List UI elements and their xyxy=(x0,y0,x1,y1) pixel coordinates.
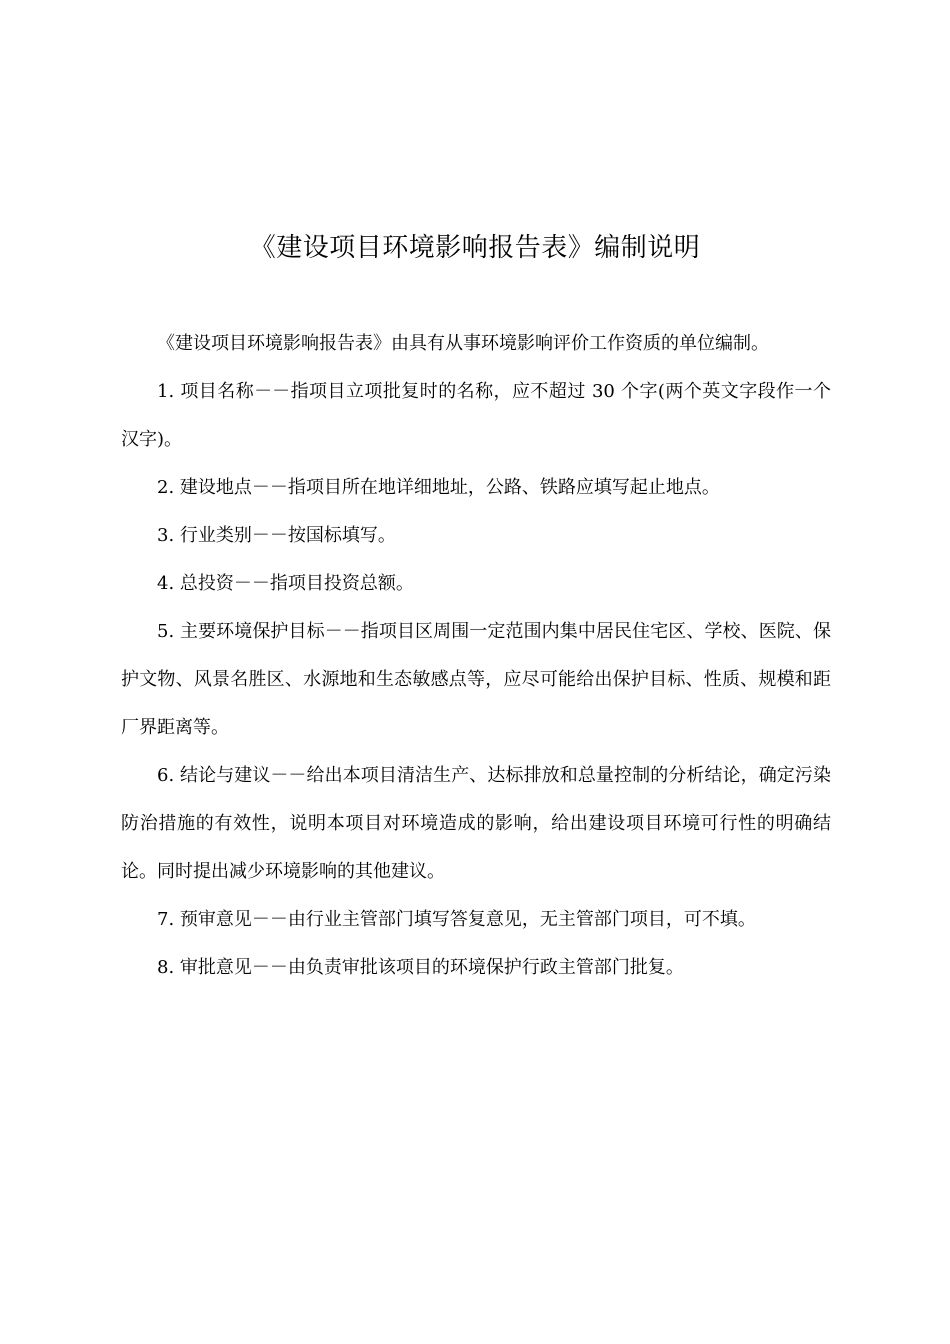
item-industry-category: 3. 行业类别－－按国标填写。 xyxy=(157,525,396,546)
item-conclusions: 6. 结论与建议－－给出本项目清洁生产、达标排放和总量控制的分析结论，确定污染防治措施的有效性，说明本项目对环境造成的影响，给出建设项目环境可行性的明确结论。同时提出减少环境影响的其他建议。 xyxy=(121,765,831,882)
item-protection-targets: 5. 主要环境保护目标－－指项目区周围一定范围内集中居民住宅区、学校、医院、保护文物、风景名胜区、水源地和生态敏感点等，应尽可能给出保护目标、性质、规模和距厂界距离等。 xyxy=(121,621,831,738)
item-approval-opinion: 8. 审批意见－－由负责审批该项目的环境保护行政主管部门批复。 xyxy=(157,957,684,978)
item-construction-site: 2. 建设地点－－指项目所在地详细地址，公路、铁路应填写起止地点。 xyxy=(157,477,720,498)
document-body xyxy=(121,320,831,992)
item-project-name: 1. 项目名称－－指项目立项批复时的名称，应不超过 30 个字(两个英文字段作一个汉字)。 xyxy=(121,381,831,450)
item-preliminary-review: 7. 预审意见－－由行业主管部门填写答复意见，无主管部门项目，可不填。 xyxy=(157,909,756,930)
intro-paragraph: 《建设项目环境影响报告表》由具有从事环境影响评价工作资质的单位编制。 xyxy=(157,333,769,354)
document-title: 《建设项目环境影响报告表》编制说明 xyxy=(249,233,701,263)
item-total-investment: 4. 总投资－－指项目投资总额。 xyxy=(157,573,414,594)
